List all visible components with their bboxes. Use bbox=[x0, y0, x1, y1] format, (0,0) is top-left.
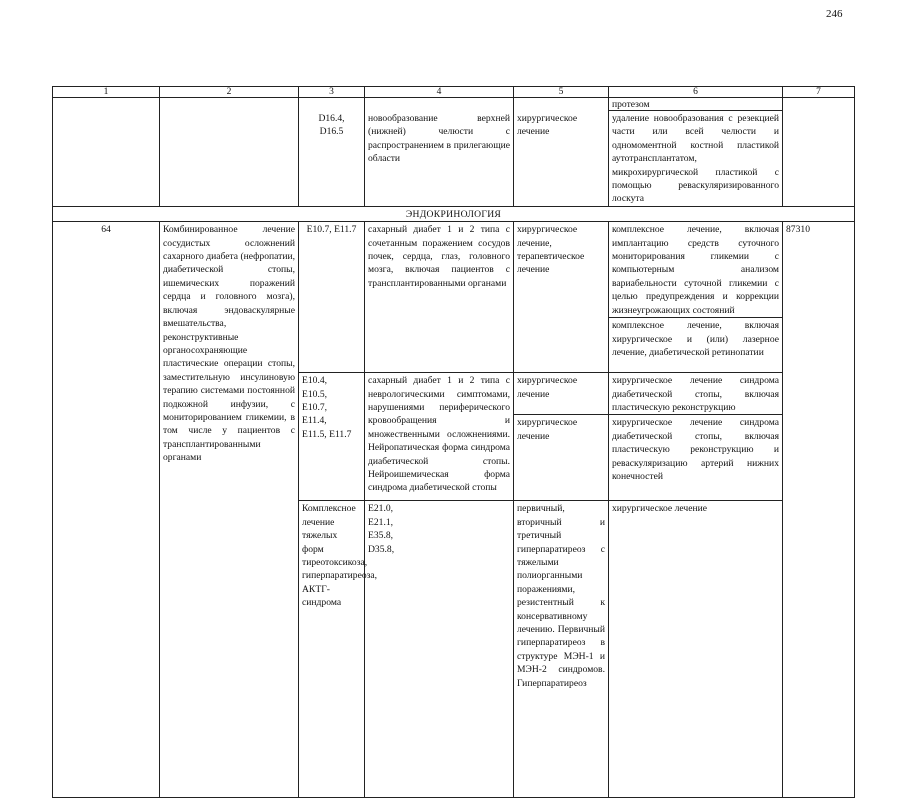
patient-model: сахарный диабет 1 и 2 типа с неврологическими симптомами, нарушениями периферического кровообращения и множественными осложнениями. Нейропатическая форма синдрома диабетической стопы. Нейроишемическая форма синдрома диабетической стопы bbox=[365, 373, 514, 501]
patient-model: новообразование верхней (нижней) челюсти с распространением в прилегающие области bbox=[365, 98, 514, 207]
treatment-method: комплексное лечение, включая имплантацию средств суточного мониторирования гликемии с компьютерным анализом вариабельности суточной гликемии с целью предупреждения и коррекции жизнеугрожающих состояний bbox=[609, 222, 783, 318]
treatment-type: хирургическое лечение bbox=[609, 501, 783, 798]
column-number: 5 bbox=[514, 87, 609, 98]
column-number: 4 bbox=[365, 87, 514, 98]
column-number: 6 bbox=[609, 87, 783, 98]
column-number: 7 bbox=[783, 87, 855, 98]
diagnosis-codes: E10.7, E11.7 bbox=[299, 222, 365, 373]
patient-model: первичный, вторичный и третичный гиперпаратиреоз с тяжелыми полиорганными поражениями, резистентный к консервативному лечению. Первичный гиперпаратиреоз в структуре МЭН-1 и МЭН-2 синдромов. Гиперпаратиреоз bbox=[514, 501, 609, 798]
section-row bbox=[53, 206, 855, 221]
treatment-type: хирургическое лечение bbox=[514, 415, 609, 501]
section-title: ЭНДОКРИНОЛОГИЯ bbox=[53, 206, 855, 221]
treatment-method: комплексное лечение, включая хирургическое и (или) лазерное лечение, диабетической ретинопатии bbox=[609, 318, 783, 373]
group-number: 64 bbox=[53, 222, 160, 798]
column-number: 3 bbox=[299, 87, 365, 98]
cell-empty bbox=[53, 98, 160, 207]
treatment-type: хирургическое лечение, терапевтическое лечение bbox=[514, 222, 609, 373]
group-name: Комбинированное лечение сосудистых осложнений сахарного диабета (нефропатии, диабетической стопы, ишемических поражений сердца и головного мозга), включая эндоваскулярные вмешательства, реконструктивные органосохраняющие пластические операции стопы, заместительную инсулиновую терапию системами постоянной подкожной инфузии, с мониторированием гликемии, в том числе у пациентов с трансплантированными органами bbox=[160, 222, 299, 798]
page-number: 246 bbox=[826, 8, 843, 20]
method-continued: протезом bbox=[609, 98, 783, 111]
treatment-type: хирургическое лечение bbox=[514, 373, 609, 415]
group-name: Комплексное лечение тяжелых форм тиреотоксикоза, гиперпаратиреоза, АКТГ-синдрома bbox=[299, 501, 365, 798]
treatment-type: хирургическое лечение bbox=[514, 98, 609, 207]
diagnosis-codes: D16.4, D16.5 bbox=[299, 98, 365, 207]
medical-care-table bbox=[52, 86, 855, 798]
table-row bbox=[53, 222, 855, 318]
column-number-row bbox=[53, 87, 855, 98]
treatment-method: хирургическое лечение синдрома диабетической стопы, включая пластическую реконструкцию bbox=[609, 373, 783, 415]
diagnosis-codes: E21.0, E21.1, E35.8, D35.8, bbox=[365, 501, 514, 798]
price: 87310 bbox=[783, 222, 855, 798]
column-number: 1 bbox=[53, 87, 160, 98]
cell-empty bbox=[783, 98, 855, 207]
diagnosis-codes: E10.4, E10.5, E10.7, E11.4, E11.5, E11.7 bbox=[299, 373, 365, 501]
patient-model: сахарный диабет 1 и 2 типа с сочетанным поражением сосудов почек, сердца, глаз, головного мозга, включая пациентов с трансплантированными органами bbox=[365, 222, 514, 373]
treatment-method: хирургическое лечение синдрома диабетической стопы, включая пластическую реконструкцию и реваскуляризацию артерий нижних конечностей bbox=[609, 415, 783, 501]
treatment-method: удаление новообразования с резекцией части или всей челюсти и одномоментной костной пластикой аутотрансплантатом, микрохирургической пластикой с помощью реваскуляризированного лоскута bbox=[609, 111, 783, 207]
column-number: 2 bbox=[160, 87, 299, 98]
table-row bbox=[53, 98, 855, 111]
cell-empty bbox=[160, 98, 299, 207]
